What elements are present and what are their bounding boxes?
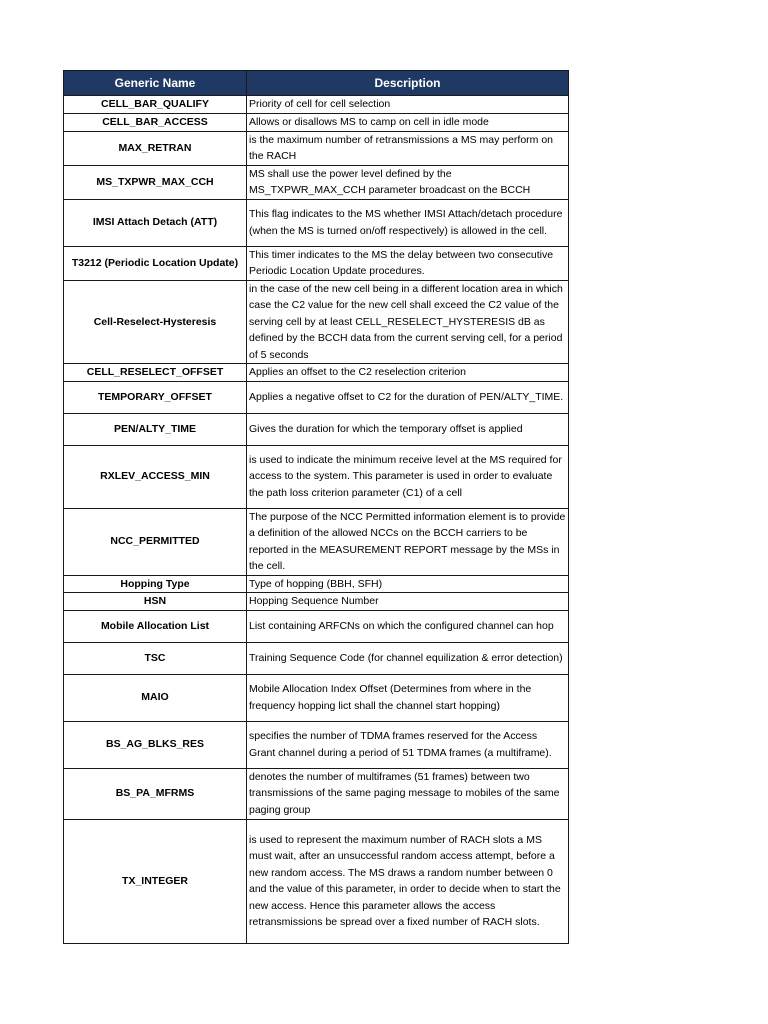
table-row <box>64 819 569 943</box>
cell-generic-name: MAX_RETRAN <box>64 131 247 165</box>
header-generic-name: Generic Name <box>64 71 247 96</box>
table-row <box>64 96 569 114</box>
table-row <box>64 199 569 246</box>
table-row <box>64 575 569 593</box>
parameter-table <box>63 70 569 944</box>
cell-generic-name: Mobile Allocation List <box>64 610 247 642</box>
cell-generic-name: BS_PA_MFRMS <box>64 768 247 819</box>
cell-description: This flag indicates to the MS whether IMSI Attach/detach procedure (when the MS is turned on/off respectively) is allowed in the cell. <box>247 199 569 246</box>
table-row <box>64 593 569 611</box>
cell-description: Mobile Allocation Index Offset (Determines from where in the frequency hopping lict shall the channel start hopping) <box>247 674 569 721</box>
parameter-table-container <box>63 70 568 944</box>
cell-generic-name: TSC <box>64 642 247 674</box>
cell-generic-name: T3212 (Periodic Location Update) <box>64 246 247 280</box>
cell-description: List containing ARFCNs on which the configured channel can hop <box>247 610 569 642</box>
cell-description: denotes the number of multiframes (51 frames) between two transmissions of the same paging message to mobiles of the same paging group <box>247 768 569 819</box>
table-row <box>64 445 569 508</box>
cell-generic-name: MS_TXPWR_MAX_CCH <box>64 165 247 199</box>
table-row <box>64 508 569 575</box>
table-row <box>64 246 569 280</box>
cell-generic-name: HSN <box>64 593 247 611</box>
table-row <box>64 721 569 768</box>
cell-generic-name: CELL_RESELECT_OFFSET <box>64 364 247 382</box>
cell-generic-name: TX_INTEGER <box>64 819 247 943</box>
table-row <box>64 280 569 364</box>
table-row <box>64 165 569 199</box>
cell-description: Hopping Sequence Number <box>247 593 569 611</box>
cell-description: MS shall use the power level defined by the MS_TXPWR_MAX_CCH parameter broadcast on the BCCH <box>247 165 569 199</box>
cell-description: Applies a negative offset to C2 for the duration of PEN/ALTY_TIME. <box>247 381 569 413</box>
cell-description: The purpose of the NCC Permitted information element is to provide a definition of the allowed NCCs on the BCCH carriers to be reported in the MEASUREMENT REPORT message by the MSs in the cell. <box>247 508 569 575</box>
cell-generic-name: IMSI Attach Detach (ATT) <box>64 199 247 246</box>
table-row <box>64 364 569 382</box>
cell-description: is used to indicate the minimum receive level at the MS required for access to the system. This parameter is used in order to evaluate the path loss criterion parameter (C1) of a cell <box>247 445 569 508</box>
table-row <box>64 131 569 165</box>
table-row <box>64 381 569 413</box>
cell-description: is used to represent the maximum number of RACH slots a MS must wait, after an unsuccessful random access attempt, before a new random access. The MS draws a random number between 0 and the value of this parameter, in order to decide when to start the new access. Hence this parameter allows the access retransmissions be spread over a fixed number of RACH slots. <box>247 819 569 943</box>
cell-description: is the maximum number of retransmissions a MS may perform on the RACH <box>247 131 569 165</box>
cell-generic-name: Cell-Reselect-Hysteresis <box>64 280 247 364</box>
cell-generic-name: RXLEV_ACCESS_MIN <box>64 445 247 508</box>
cell-description: This timer indicates to the MS the delay between two consecutive Periodic Location Update procedures. <box>247 246 569 280</box>
cell-description: Allows or disallows MS to camp on cell in idle mode <box>247 113 569 131</box>
table-row <box>64 768 569 819</box>
table-header-row <box>64 71 569 96</box>
cell-generic-name: NCC_PERMITTED <box>64 508 247 575</box>
cell-description: specifies the number of TDMA frames reserved for the Access Grant channel during a period of 51 TDMA frames (a multiframe). <box>247 721 569 768</box>
cell-generic-name: PEN/ALTY_TIME <box>64 413 247 445</box>
cell-generic-name: TEMPORARY_OFFSET <box>64 381 247 413</box>
cell-generic-name: BS_AG_BLKS_RES <box>64 721 247 768</box>
cell-generic-name: MAIO <box>64 674 247 721</box>
table-row <box>64 642 569 674</box>
table-row <box>64 674 569 721</box>
cell-generic-name: CELL_BAR_QUALIFY <box>64 96 247 114</box>
table-row <box>64 413 569 445</box>
cell-description: Gives the duration for which the temporary offset is applied <box>247 413 569 445</box>
header-description: Description <box>247 71 569 96</box>
cell-description: in the case of the new cell being in a different location area in which case the C2 value for the new cell shall exceed the C2 value of the serving cell by at least CELL_RESELECT_HYSTERESIS dB as defined by the BCCH data from the current serving cell, for a period of 5 seconds <box>247 280 569 364</box>
cell-description: Type of hopping (BBH, SFH) <box>247 575 569 593</box>
cell-description: Priority of cell for cell selection <box>247 96 569 114</box>
table-row <box>64 113 569 131</box>
cell-description: Training Sequence Code (for channel equilization & error detection) <box>247 642 569 674</box>
cell-generic-name: CELL_BAR_ACCESS <box>64 113 247 131</box>
table-row <box>64 610 569 642</box>
cell-description: Applies an offset to the C2 reselection criterion <box>247 364 569 382</box>
cell-generic-name: Hopping Type <box>64 575 247 593</box>
